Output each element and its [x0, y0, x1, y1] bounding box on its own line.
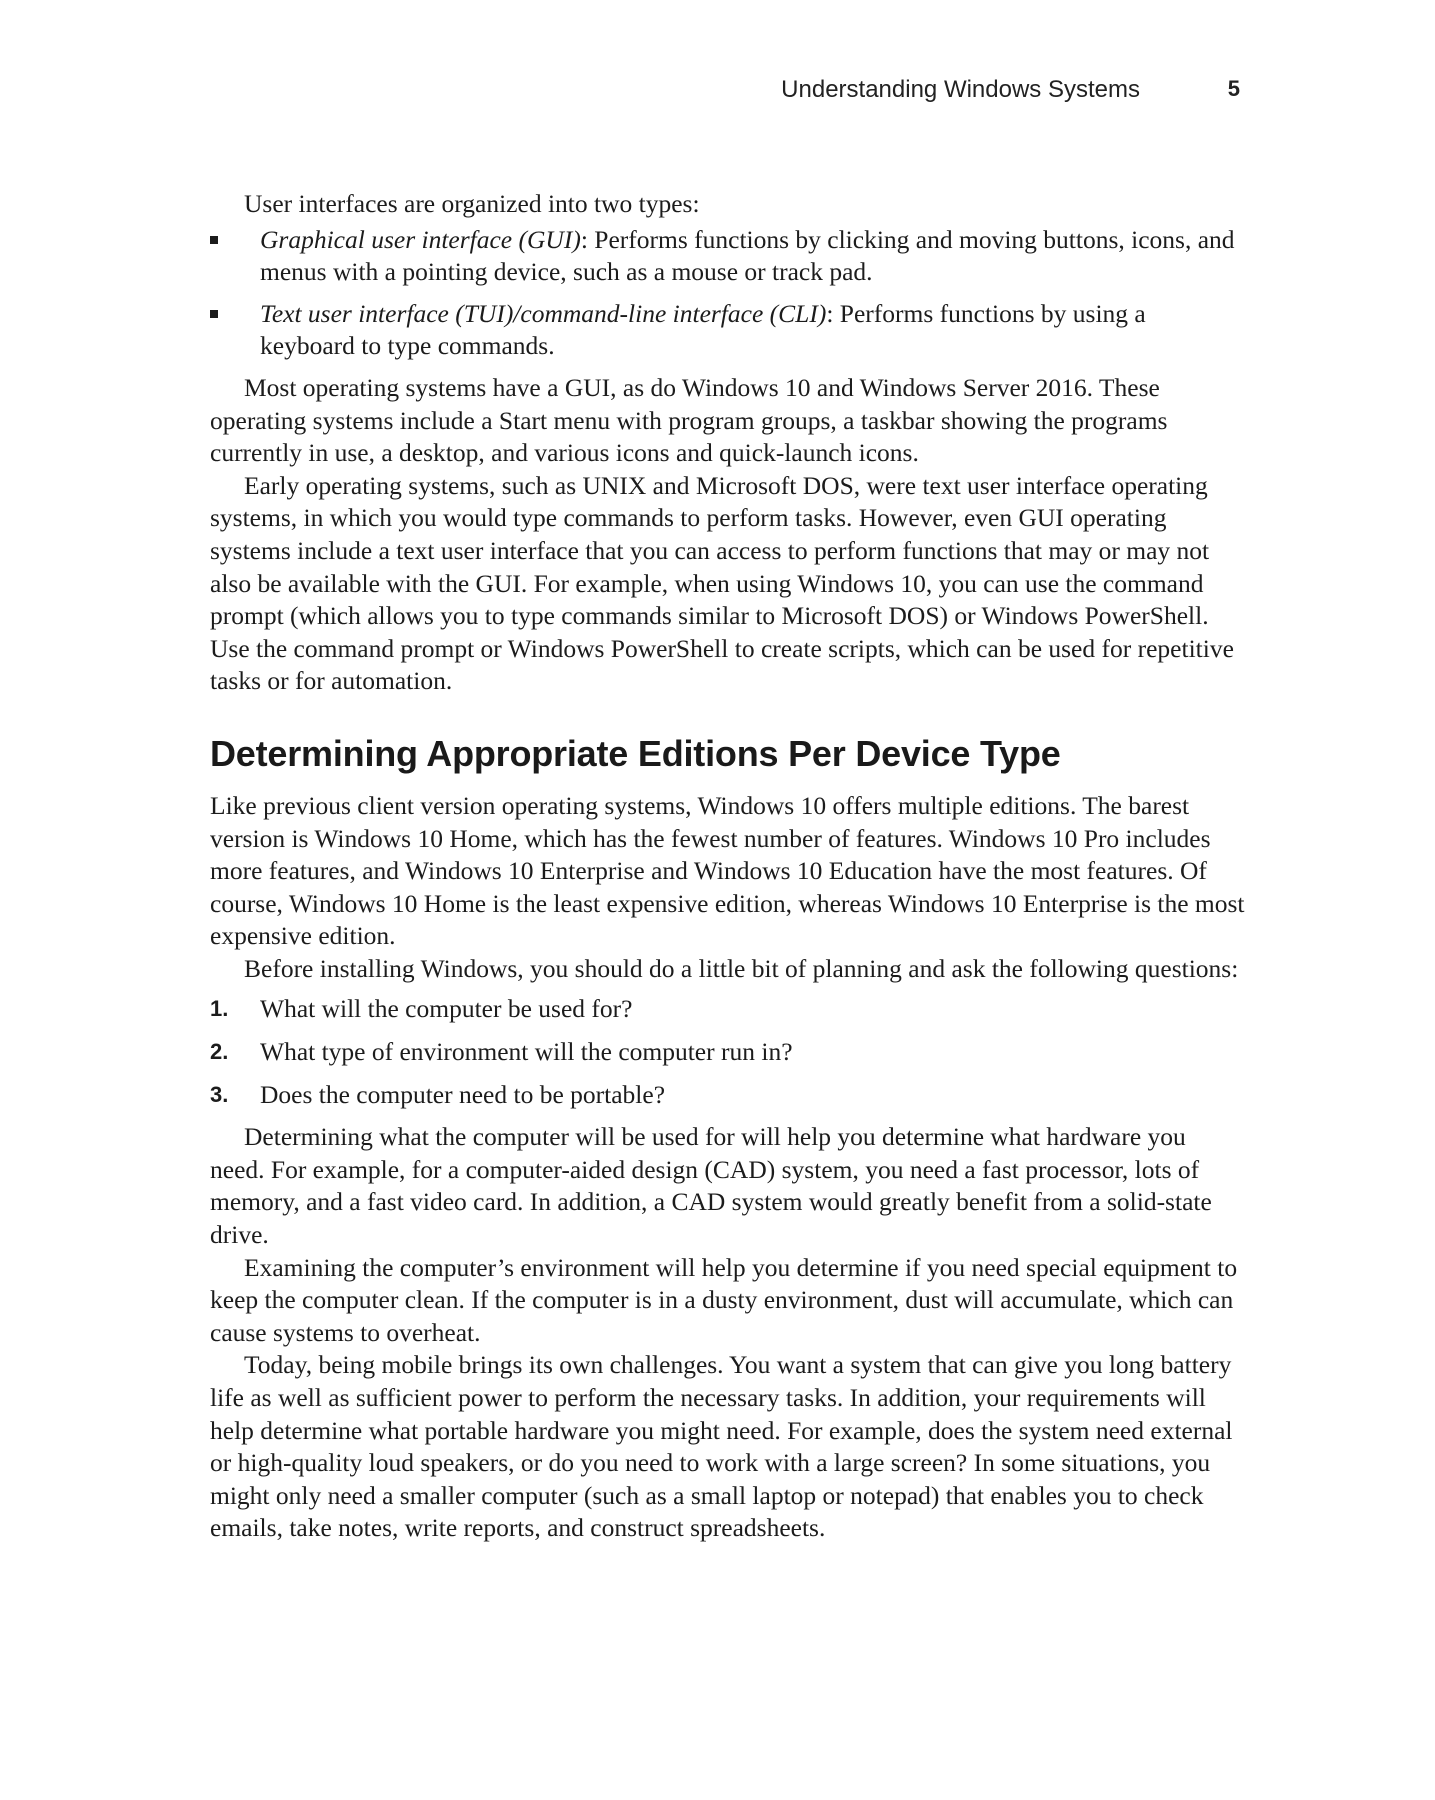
body-paragraph: Examining the computer’s environment will help you determine if you need special equipment to keep the computer clean. If the computer is in a dusty environment, dust will accumulate, which can cause systems to overheat. — [210, 1252, 1238, 1347]
bullet-term: Text user interface (TUI)/command-line interface (CLI) — [260, 298, 827, 328]
bullet-square-icon — [210, 236, 218, 244]
bullet-text: : Performs functions by clicking and moving buttons, icons, and menus with a pointing device, such as a mouse or track pad. — [260, 224, 1235, 287]
intro-lead-paragraph: User interfaces are organized into two types: — [244, 189, 700, 218]
question-number: 3. — [210, 1081, 229, 1107]
body-paragraph: Most operating systems have a GUI, as do Windows 10 and Windows Server 2016. These operating systems include a Start menu with program groups, a taskbar showing the programs currently in use, a desktop, and various icons and quick-launch icons. — [210, 372, 1168, 468]
interface-types-list — [210, 224, 1245, 363]
planning-questions-list — [210, 993, 1245, 1111]
running-header — [600, 76, 1240, 108]
page-number: 5 — [1227, 76, 1240, 101]
bullet-text: : Performs functions by using a keyboard to type commands. — [260, 298, 1146, 361]
body-paragraph: Like previous client version operating systems, Windows 10 offers multiple editions. The barest version is Windows 10 Home, which has the fewest number of features. Windows 10 Pro includes more features, and Windows 10 Enterprise and Windows 10 Education have the most features. Of course, Windows 10 Home is the least expensive edition, whereas Windows 10 Enterprise is the most expensive edition. — [210, 790, 1245, 951]
running-header-title: Understanding Windows Systems — [781, 76, 1140, 103]
body-paragraph: Before installing Windows, you should do a little bit of planning and ask the following questions: — [244, 953, 1239, 983]
bullet-square-icon — [210, 310, 218, 318]
list-item — [210, 1036, 1245, 1069]
body-paragraph: Determining what the computer will be used for will help you determine what hardware you need. For example, for a computer-aided design (CAD) system, you need a fast processor, lots of memory, and a fast video card. In addition, a CAD system would greatly benefit from a solid-state drive. — [210, 1122, 1212, 1250]
bullet-term: Graphical user interface (GUI) — [260, 224, 581, 254]
page-body — [210, 188, 1245, 1545]
list-item — [210, 224, 1245, 289]
list-item — [210, 1079, 1245, 1112]
list-item — [210, 298, 1245, 363]
list-item — [210, 993, 1245, 1026]
body-paragraph: Early operating systems, such as UNIX and Microsoft DOS, were text user interface operating systems, in which you would type commands to perform tasks. However, even GUI operating systems include a text user interface that you can access to perform functions that may or may not also be available with the GUI. For example, when using Windows 10, you can use the command prompt (which allows you to type commands similar to Microsoft DOS) or Windows PowerShell. Use the command prompt or Windows PowerShell to create scripts, which can be used for repetitive tasks or for automation. — [210, 470, 1234, 696]
section-heading: Determining Appropriate Editions Per Device Type — [210, 732, 1061, 774]
question-text: What type of environment will the computer run in? — [260, 1037, 793, 1067]
question-text: What will the computer be used for? — [260, 994, 633, 1024]
question-number: 1. — [210, 996, 229, 1022]
body-paragraph: Today, being mobile brings its own challenges. You want a system that can give you long battery life as well as sufficient power to perform the necessary tasks. In addition, your requirements will help determine what portable hardware you might need. For example, does the system need external or high-quality loud speakers, or do you need to work with a large screen? In some situations, you might only need a smaller computer (such as a small laptop or notepad) that enables you to check emails, take notes, write reports, and construct spreadsheets. — [210, 1350, 1233, 1543]
question-text: Does the computer need to be portable? — [260, 1079, 666, 1109]
question-number: 2. — [210, 1039, 229, 1065]
